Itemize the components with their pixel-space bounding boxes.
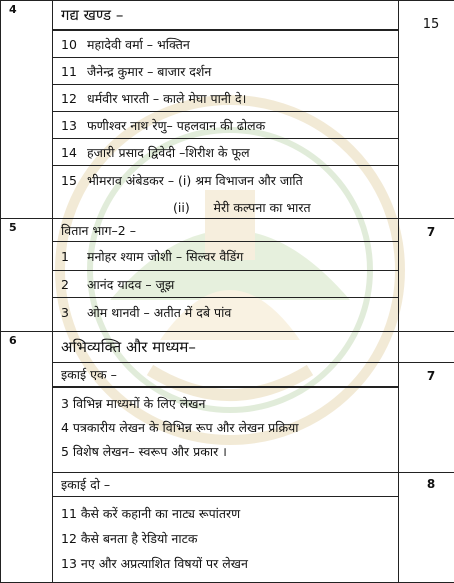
list-item: 12 धर्मवीर भारती – काले मेघा पानी दे। xyxy=(53,85,398,112)
unit-row xyxy=(1,363,454,473)
section-marks: 7 xyxy=(399,219,454,332)
unit-row xyxy=(1,473,454,583)
section-heading-cell xyxy=(53,332,399,363)
section-marks: 15 xyxy=(399,1,454,219)
section-heading: गद्य खण्ड – xyxy=(53,1,398,31)
section-body xyxy=(53,1,399,219)
list-item: 11 जैनेन्द्र कुमार – बाजार दर्शन xyxy=(53,58,398,85)
list-item: 5 विशेष लेखन– स्वरूप और प्रकार । xyxy=(61,440,398,464)
unit-body xyxy=(53,473,399,583)
list-item: 10 महादेवी वर्मा – भक्तिन xyxy=(53,31,398,58)
section-heading: अभिव्यक्ति और माध्यम– xyxy=(53,332,398,362)
section-row xyxy=(1,332,454,363)
section-marks: 8 xyxy=(399,473,454,583)
list-item: 3 विभिन्न माध्यमों के लिए लेखन xyxy=(61,392,398,416)
unit-label: इकाई एक – xyxy=(53,363,398,388)
section-number: 6 xyxy=(1,332,53,583)
list-item: 3 ओम थानवी – अतीत में दबे पांव xyxy=(53,298,398,327)
list-item: 14 हजारी प्रसाद द्विवेदी –शिरीश के फूल xyxy=(53,139,398,166)
list-item: 12 कैसे बनता है रेडियो नाटक xyxy=(61,526,398,551)
empty-marks xyxy=(399,332,454,363)
section-marks: 7 xyxy=(399,363,454,473)
section-body xyxy=(53,219,399,332)
list-item: 13 फणीश्वर नाथ रेणु– पहलवान की ढोलक xyxy=(53,112,398,139)
section-row xyxy=(1,219,454,332)
list-item: 11 कैसे करें कहानी का नाट्य रूपांतरण xyxy=(61,501,398,526)
list-item: 4 पत्रकारीय लेखन के विभिन्न रूप और लेखन प्रक्रिया xyxy=(61,416,398,440)
section-number: 4 xyxy=(1,1,53,219)
sub-line: (ii) मेरी कल्पना का भारत xyxy=(61,199,398,216)
section-number: 5 xyxy=(1,219,53,332)
unit-body xyxy=(53,363,399,473)
section-row xyxy=(1,1,454,219)
list-item: 13 नए और अप्रत्याशित विषयों पर लेखन xyxy=(61,551,398,576)
list-item: 1 मनोहर श्याम जोशी – सिल्वर वैडिंग xyxy=(53,242,398,271)
unit-label: इकाई दो – xyxy=(53,473,398,497)
section-heading: वितान भाग–2 – xyxy=(53,219,398,242)
list-item-multiline: 15 भीमराव अंबेडकर – (i) श्रम विभाजन और जाति (ii) मेरी कल्पना का भारत xyxy=(53,166,398,216)
list-item: 2 आनंद यादव – जूझ xyxy=(53,271,398,298)
